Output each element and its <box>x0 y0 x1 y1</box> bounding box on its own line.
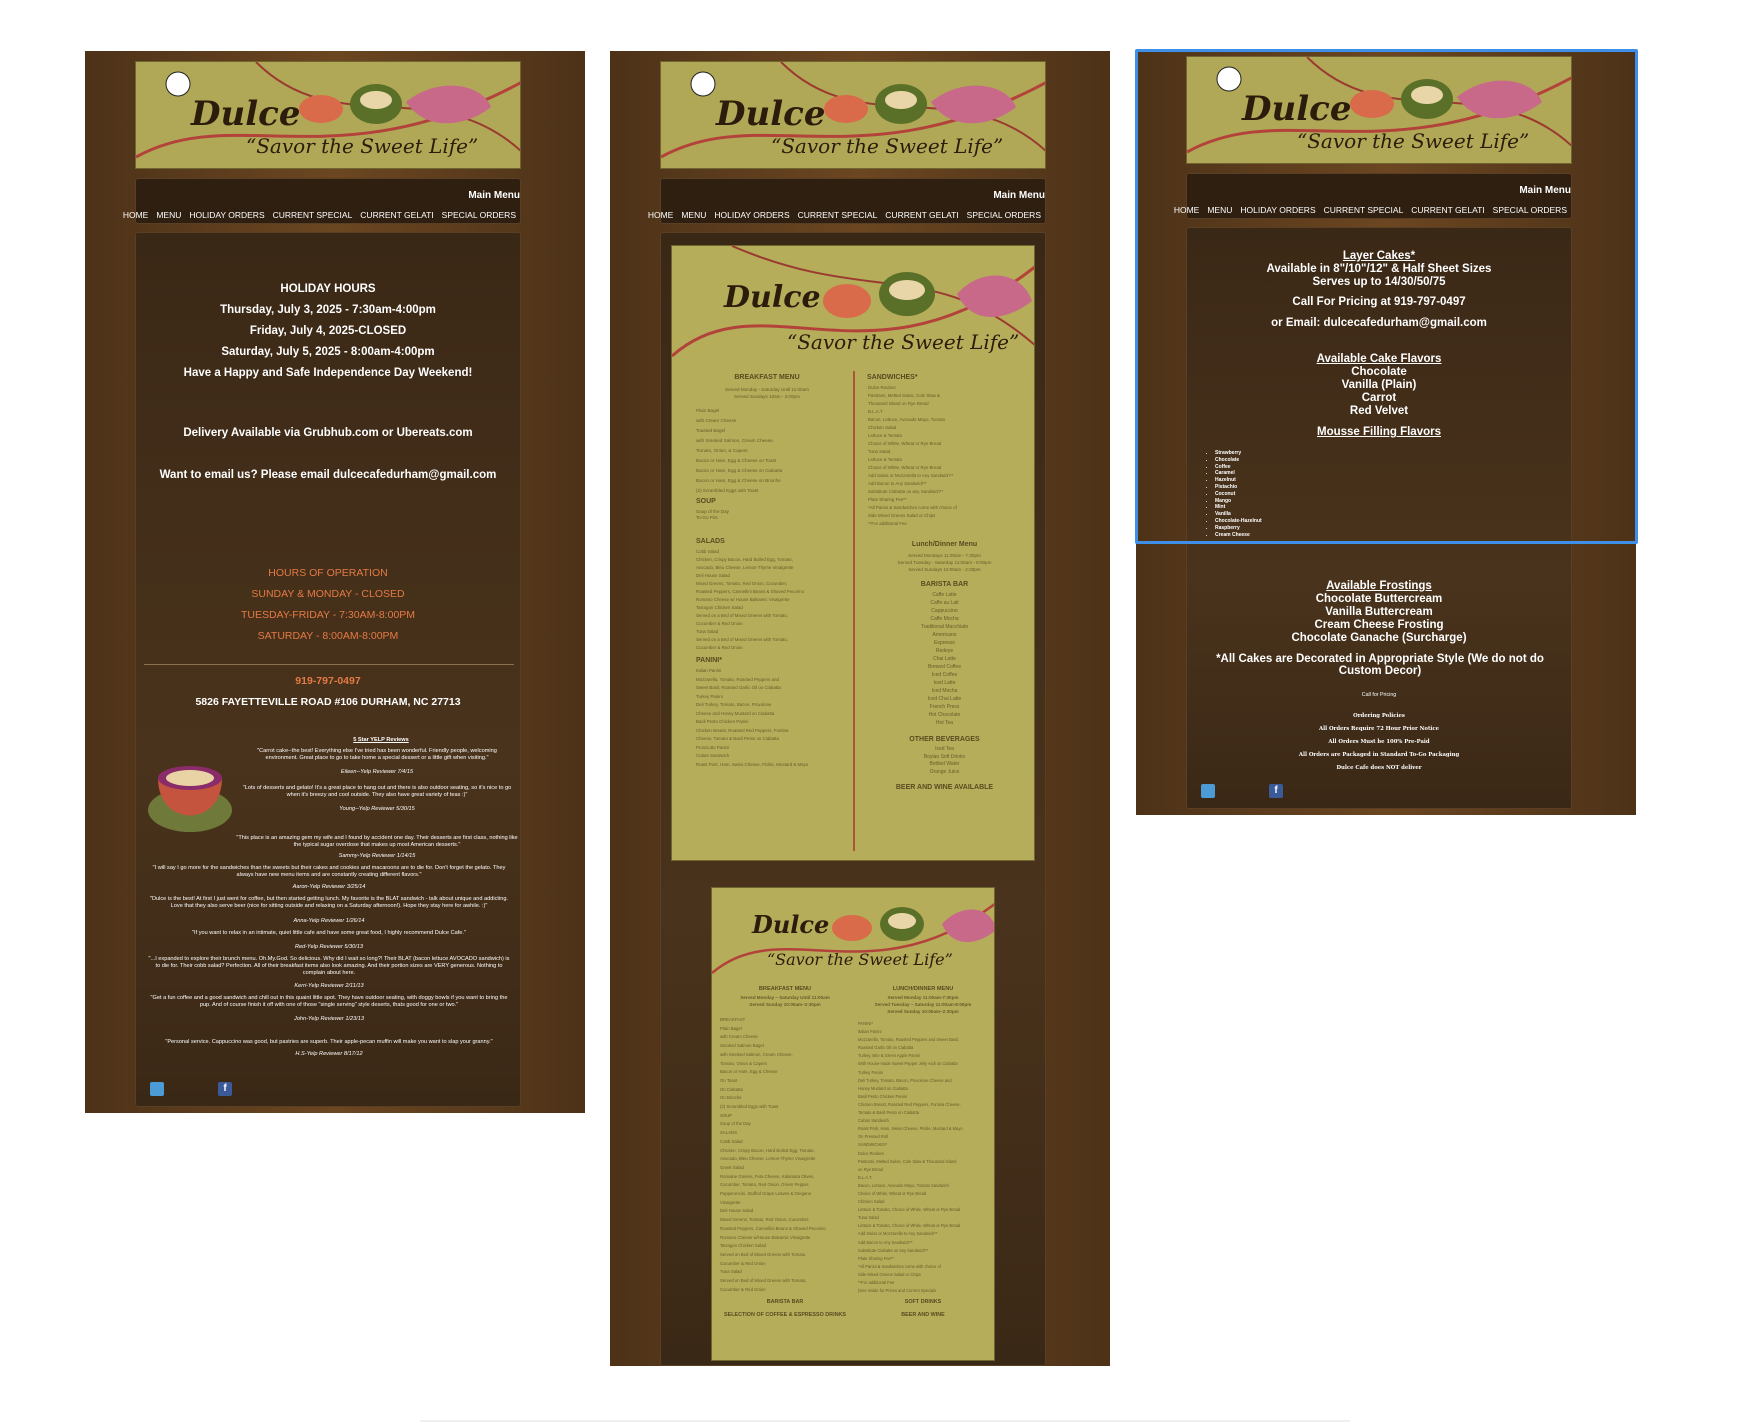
menu-line: Chicken, Crispy Bacon, Hard Boiled Egg, Tomato, <box>696 557 793 562</box>
reviewer: Aaron-Yelp Reviewer 3/25/14 <box>292 884 366 890</box>
nav-current-gelati[interactable]: CURRENT GELATI <box>885 210 959 220</box>
menu-line: Iced Coffee <box>931 672 958 678</box>
menu-line: Bacon or Ham, Egg & Cheese on Brioche <box>696 478 781 483</box>
menu2-right-items <box>858 1020 992 1295</box>
cake-line: Available in 8"/10"/12" & Half Sheet Sizes <box>1266 263 1492 275</box>
soup-title: SOUP <box>696 498 716 505</box>
menu-line: Dulce Reuben <box>858 1150 884 1156</box>
menu-line: Thousand Island on Rye Bread <box>868 401 929 406</box>
list-item: • Cream Cheese <box>1215 532 1262 539</box>
facebook-icon[interactable]: f <box>1269 784 1283 798</box>
menu-line: Redeye <box>935 648 954 654</box>
nav-home[interactable]: HOME <box>647 210 674 220</box>
menu-line: Hot Chocolate <box>928 712 961 718</box>
menu-line: On Toast <box>720 1077 738 1083</box>
list-item: • Pistachio <box>1215 484 1262 491</box>
facebook-icon[interactable]: f <box>218 1082 232 1096</box>
menu-line: Romano Cheese w/House Balsamic Vinaigrette <box>720 1234 811 1240</box>
holiday-line: Saturday, July 5, 2025 - 8:00am-4:00pm <box>221 346 435 358</box>
menu-line: Bacon or Ham, Egg & Cheese on Ciabatta <box>696 468 783 473</box>
menu-line: Bottled Water <box>929 761 960 767</box>
sandwich-items <box>868 384 1028 528</box>
menu-line: Romaine Greens, Feta Cheese, Kalamata Olives, <box>720 1173 815 1179</box>
menu-line: Romano Cheese w/ House Balsamic Vinaigrette <box>696 597 790 602</box>
review-text: "Personal service. Cappuccino was good, but pastries are superb. Their apple-pecan muffin will make you want to slap your granny." <box>165 1039 493 1045</box>
list-item: • Raspberry <box>1215 525 1262 532</box>
menu-logo: Dulce <box>752 910 830 939</box>
cake-line: Serves up to 14/30/50/75 <box>1312 276 1446 288</box>
nav-current-special[interactable]: CURRENT SPECIAL <box>797 210 878 220</box>
lunch-title: Lunch/Dinner Menu <box>911 541 978 548</box>
reviewer: H.S-Yelp Reviewer 8/17/12 <box>295 1051 363 1057</box>
menu-line: Mozzarella, Tomato, Roasted Peppers and Sweet Basil, <box>858 1037 959 1043</box>
menu-line: Pepperoncini, Stuffed Grape Leaves & Oregano <box>720 1191 812 1197</box>
menu-line: Cappuccino <box>931 608 958 614</box>
hours-line: SATURDAY - 8:00AM-8:00PM <box>257 630 399 642</box>
menu-line: Toasted Bagel <box>696 428 726 433</box>
menu-line: Pastrami, Melted Swiss, Cole Slaw & <box>868 393 940 398</box>
logo-text: Dulce <box>191 94 301 134</box>
menu-line: Caffe Latte <box>932 592 957 598</box>
hours-title: HOURS OF OPERATION <box>268 567 388 579</box>
review-text: "...I expanded to explore their brunch menu. Oh.My.God. So delicious. Why did I wait so long?! Their BLAT (bacon lettuce AVOCADO sandwich) is to die for. Their cobb salad? Perfection. All of their breakfast items also look amazing. And their portion sizes are VERY generous. Nothing to complain about here. <box>148 956 510 976</box>
menu-line: Tuna Salad <box>858 1215 879 1221</box>
other-items <box>862 746 1027 776</box>
menu-line: Iced Chai Latte <box>927 696 962 702</box>
logo-tagline: “Savor the Sweet Life” <box>1297 129 1530 153</box>
menu-line: Deli Turkey, Tomato, Bacon, Provolone <box>696 702 772 707</box>
lunch-sub: Served Sundays 10:00am - 2:30pm <box>908 567 981 572</box>
menu-logo: Dulce <box>724 280 821 315</box>
review-text: "If you want to relax in an intimate, quiet little cafe and have some great food, I highly recommend Dulce Cafe." <box>192 930 466 936</box>
menu-line: BREAKFAST <box>720 1017 746 1022</box>
logo-text: Dulce <box>716 94 826 134</box>
breakfast-sub: Served Sundays 10am - 2:00pm <box>734 394 800 399</box>
reviews-title: 5 Star YELP Reviews <box>353 737 409 743</box>
nav-menu[interactable]: MENU <box>1207 205 1233 215</box>
special-orders-panel <box>1136 51 1636 815</box>
other-title: OTHER BEVERAGES <box>909 736 980 743</box>
menu-line: Mozzarella, Tomato, Roasted Peppers and <box>696 676 779 682</box>
menu-line: French Press <box>929 704 960 710</box>
menu-line: Americano <box>932 632 957 638</box>
menu-line: Deli House Salad <box>696 573 730 578</box>
review-text: "This place is an amazing gem my wife and I found by accident one day. Their desserts are first class, nothing like the typical sugar overdose that makes up most American desserts." <box>236 835 518 848</box>
menu-line: Lettuce & Tomato <box>868 433 903 438</box>
policy: All Orders Require 72 Hour Prior Notice <box>1318 726 1440 732</box>
menu-line: Deli Turkey, Tomato, Bacon, Provolone Cheese and <box>858 1077 952 1083</box>
call-pricing: Call For Pricing at 919-797-0497 <box>1292 296 1466 308</box>
reviewer: Eileen--Yelp Reviewer 7/4/15 <box>340 769 414 775</box>
nav-special-orders[interactable]: SPECIAL ORDERS <box>441 210 516 220</box>
delivery-note: Delivery Available via Grubhub.com or Ubereats.com <box>183 427 473 439</box>
menu-line: Espresso <box>934 640 955 646</box>
menu-line: Cucumber, Tomato, Red Onion, Green Pepper, <box>720 1182 810 1188</box>
logo-tagline: “Savor the Sweet Life” <box>246 134 479 158</box>
flavor: Carrot <box>1361 392 1397 404</box>
menu-line: Smoked Salmon Bagel <box>720 1043 764 1049</box>
menu-line: Pastrami, Melted Swiss, Cole Slaw & Thousand Island <box>858 1158 957 1164</box>
address: 5826 FAYETTEVILLE ROAD #106 DURHAM, NC 27713 <box>195 696 461 708</box>
policy: All Orders Must be 100% Pre-Paid <box>1328 739 1430 745</box>
nav-menu[interactable]: MENU <box>156 210 182 220</box>
hours-line: SUNDAY & MONDAY - CLOSED <box>251 588 405 600</box>
frostings-title: Available Frostings <box>1326 580 1432 592</box>
menu-line: Plate Sharing Fee** <box>868 497 907 502</box>
panini-title: PANINI* <box>696 657 722 664</box>
menu-line: Avocado, Bleu Cheese, Lemon-Thyme Vinaigrette <box>696 565 794 570</box>
menu-line: Lettuce & Tomato, Choice of White, Wheat or Rye Bread <box>858 1223 961 1229</box>
menu-line: Bacon, Lettuce, Avocado Mayo, Tomato <box>868 417 946 422</box>
breakfast-sub: Served Monday – Saturday Until 11:00am <box>740 995 830 1000</box>
menu-line: Served on Bed of Mixed Greens with Tomato, <box>720 1278 807 1284</box>
menu-line: B.L.A.T. <box>858 1174 873 1180</box>
menu-line: SANDWICHES* <box>858 1142 888 1148</box>
menu-line: Side Mixed Greens Salad or Chips <box>858 1271 921 1277</box>
menu-line: Cucumber & Red Onion <box>696 645 743 650</box>
twitter-icon[interactable] <box>1201 784 1215 798</box>
main-nav <box>122 178 521 224</box>
holiday-title: HOLIDAY HOURS <box>280 283 376 295</box>
lunch-sub: Served Sunday 10:00am–2:30pm <box>887 1009 959 1014</box>
list-item: • Strawberry <box>1215 450 1262 457</box>
reviewer: Kerri-Yelp Reviewer 2/11/13 <box>294 983 364 989</box>
menu-line: Brewed Coffee <box>928 664 961 670</box>
reviewer: Anna-Yelp Reviewer 1/26/14 <box>293 918 365 924</box>
barista-title: BARISTA BAR <box>920 581 969 588</box>
list-item: • Coconut <box>1215 491 1262 498</box>
reviewer: Red-Yelp Reviewer 5/30/13 <box>294 944 364 950</box>
layer-cakes-title: Layer Cakes* <box>1342 250 1416 262</box>
menu-line: B.L.A.T <box>868 409 883 414</box>
menu-line: Cheese, Tomato & Basil Pesto on Ciabatta <box>696 736 779 741</box>
menu-line: SOUP <box>720 1112 733 1118</box>
menu-line: Deli House Salad <box>720 1208 754 1214</box>
panini-items <box>696 667 851 769</box>
review-text: "I will say I go more for the sandwiches than the sweets but their cakes and cookies and macaroons are to die for. Don't forget the gelato. They always have new menu items and are constantly creating different flavors." <box>152 865 506 878</box>
menu-line: (2) Scrambled Eggs with Toast <box>696 488 759 493</box>
menu-line: On Ciabatta <box>720 1086 743 1092</box>
beer-wine: BEER AND WINE AVAILABLE <box>895 784 994 791</box>
menu-line: Mixed Greens, Tomato, Red Onion, Cucumber, <box>696 581 788 586</box>
policies-title: Ordering Policies <box>1353 713 1405 719</box>
nav-home[interactable]: HOME <box>1173 205 1200 215</box>
menu-line: Roast Pork, Ham, Swiss Cheese, Pickle, Mustard & Mayo <box>858 1126 963 1132</box>
menu-line: Tarragon Chicken Salad <box>720 1243 766 1249</box>
lunch-sub: Served Mondays 11:00am - 7:30pm <box>908 553 981 558</box>
menu-line: with Cream Cheese <box>720 1034 758 1040</box>
lunch-sub: Served Monday 11:00am-7:30pm <box>887 995 959 1000</box>
nav-current-special[interactable]: CURRENT SPECIAL <box>272 210 353 220</box>
holiday-line: Have a Happy and Safe Independence Day Weekend! <box>183 367 473 379</box>
main-nav <box>647 178 1046 224</box>
divider <box>144 664 514 665</box>
breakfast-items <box>696 406 846 496</box>
sandwiches-title: SANDWICHES* <box>867 374 918 381</box>
nav-holiday-orders[interactable]: HOLIDAY ORDERS <box>1240 205 1316 215</box>
menu-line: Served on Bed of Mixed Greens with Tomato, <box>720 1251 807 1257</box>
menu-tagline: “Savor the Sweet Life” <box>787 330 1020 354</box>
menu-line: Chicken Salad <box>858 1199 885 1205</box>
cakes-content <box>1186 227 1572 809</box>
menu-line: Italian Panini <box>696 668 722 673</box>
menu-line: Soup of the Day <box>720 1121 751 1127</box>
list-item: • Chocolate <box>1215 457 1262 464</box>
menu-line: Plain Bagel <box>720 1025 742 1031</box>
menu-line: On Pressed Roll <box>858 1134 888 1140</box>
menu-line: Served on a Bed of Mixed Greens with Tomato, <box>696 613 788 618</box>
nav-current-gelati[interactable]: CURRENT GELATI <box>1411 205 1485 215</box>
menu-line: Roasted Garlic Oil on Ciabatta <box>858 1045 914 1051</box>
flavor: Chocolate <box>1351 366 1407 378</box>
frosting: Cream Cheese Frosting <box>1314 619 1444 631</box>
nav-special-orders[interactable]: SPECIAL ORDERS <box>966 210 1041 220</box>
reviewer: John-Yelp Reviewer 1/23/13 <box>294 1016 364 1022</box>
menu-line: Add Bacon to Any Sandwich** <box>868 481 927 486</box>
menu-line: Basil Pesto Chicken Panini <box>858 1093 907 1099</box>
list-item: • Hazelnut <box>1215 477 1262 484</box>
menu-line: Hot Tea <box>935 720 954 726</box>
frosting: Chocolate Buttercream <box>1315 593 1443 605</box>
menu-line: Plate Sharing Fee** <box>858 1255 894 1261</box>
breakfast-title: BREAKFAST MENU <box>734 374 800 381</box>
mousse-list <box>1205 450 1262 538</box>
reviewer: Sammy-Yelp Reviewer 1/14/15 <box>338 853 416 859</box>
menu-line: On Brioche <box>720 1095 742 1101</box>
menu-line: Choice of White, Wheat or Rye Bread <box>858 1190 927 1196</box>
logo-text: Dulce <box>1242 89 1352 129</box>
menu-line: Vinaigrette <box>720 1199 741 1205</box>
hours-line: TUESDAY-FRIDAY - 7:30AM-8:00PM <box>240 609 416 621</box>
list-item: • Vanilla <box>1215 511 1262 518</box>
menu-line: Iced Mocha <box>931 688 958 694</box>
nav-title: Main Menu <box>993 190 1045 201</box>
review-text: "Carrot cake--the best! Everything else I've tried has been wonderful. Friendly people, welcoming environment. Great place to go to take home a special dessert or a little gift when visiting." <box>257 748 497 761</box>
menu-image-print[interactable] <box>711 887 995 1361</box>
menu-line: Lettuce & Tomato <box>868 457 903 462</box>
list-item: • Mint <box>1215 504 1262 511</box>
menu-line: Caffe Mocha <box>930 616 959 622</box>
menu-line: Italian Panini <box>858 1029 882 1035</box>
phone: 919-797-0497 <box>295 675 361 687</box>
menu-line: Choice of White, Wheat or Rye Bread <box>868 465 942 470</box>
menu-line: With House-made Sweet Pepper Jelly Aioli on Ciabatta <box>858 1061 958 1067</box>
list-item: • Caramel <box>1215 470 1262 477</box>
menu-line: Roasted Peppers, Cannellini Beans & Shaved Pecorino <box>696 589 805 594</box>
menu-page-panel <box>610 51 1110 1366</box>
menu-line: Tomato, Onion & Capers <box>720 1060 768 1066</box>
twitter-icon[interactable] <box>150 1082 164 1096</box>
nav-special-orders[interactable]: SPECIAL ORDERS <box>1492 205 1567 215</box>
soft-drinks: SOFT DRINKS <box>904 1299 942 1305</box>
menu-line: Side Mixed Greens Salad or Chips <box>868 513 936 518</box>
menu-line: Roasted Peppers, Cannellini Beans & Shaved Pecorino <box>720 1225 826 1231</box>
review-text: "Get a fun coffee and a good sandwich and chill out in this quaint little spot. They have outdoor seating, with doggy bowls if you want to bring the pup. And of course finish it off with one of those "single serving" style deserts, thats good for one or two." <box>150 995 508 1008</box>
salads-title: SALADS <box>696 538 725 545</box>
menu-tagline: “Savor the Sweet Life” <box>767 950 953 969</box>
menu-line: Tuna Salad <box>868 449 891 454</box>
lunch-sub: Served Tuesday - Saturday 11:00am - 8:00pm <box>897 560 992 565</box>
lunch-title: LUNCH/DINNER MENU <box>892 986 954 992</box>
menu-line: (2) Scrambled Eggs with Toast <box>720 1104 779 1110</box>
menu-line: Prosciutto Panini <box>696 744 729 750</box>
nav-title: Main Menu <box>468 190 520 201</box>
menu-line: with Smoked Salmon, Cream Cheese, <box>720 1051 793 1057</box>
menu-line: Lettuce & Tomato, Choice of White, Wheat or Rye Bread <box>858 1207 961 1213</box>
coffee-cup-icon <box>146 748 238 840</box>
soup-item: Soup of the Day <box>696 509 729 514</box>
page-bottom-rule <box>420 1420 1350 1422</box>
salad-items <box>696 548 851 652</box>
menu-line: Cucumber & Red Onion <box>720 1260 766 1266</box>
nav-current-special[interactable]: CURRENT SPECIAL <box>1323 205 1404 215</box>
soup-item: To-Go Pint <box>696 515 718 520</box>
menu-line: with Cream Cheese <box>696 418 737 423</box>
menu-line: (See inside for Prices and Current Specials <box>858 1288 937 1294</box>
menu-line: Choice of White, Wheat or Rye Bread <box>868 441 942 446</box>
menu-line: Cuban Sandwich <box>696 753 730 758</box>
menu-line: Iced Latte <box>933 680 956 686</box>
menu-line: Turkey Panini <box>696 693 723 699</box>
menu-line: Tomato & Basil Pesto on Ciabatta <box>858 1110 919 1116</box>
nav-holiday-orders[interactable]: HOLIDAY ORDERS <box>714 210 790 220</box>
menu-line: Chicken Breast, Roasted Red Peppers, Fontina <box>696 727 789 733</box>
email-line: or Email: dulcecafedurham@gmail.com <box>1271 317 1487 329</box>
menu-line: Chicken, Crispy Bacon, Hard Boiled Egg, Tomato, <box>720 1147 815 1153</box>
breakfast-sub: Served Monday - Saturday Until 11:00am <box>725 387 809 392</box>
menu-line: Plain Bagel <box>696 408 720 413</box>
menu-line: Greek Salad <box>720 1164 744 1170</box>
menu-content <box>660 232 1046 1366</box>
menu-line: PANINI* <box>858 1021 873 1026</box>
menu-line: **For additional Fee <box>868 521 907 526</box>
header-banner[interactable] <box>1186 56 1572 164</box>
menu-line: Avocado, Bleu Cheese, Lemon-Thyme Vinaigrette <box>720 1156 816 1162</box>
call-small: Call for Pricing <box>1361 692 1397 698</box>
menu-line: Sweet Basil, Roasted Garlic Oil on Ciabatta <box>696 685 781 690</box>
review-text: "Lots of desserts and gelato! It's a great place to hang out and there is also outdoor seating, so it's nice to go when it's breezy and cool outside. They also have great variety of teas :)" <box>242 785 512 798</box>
beer-wine: BEER AND WINE <box>901 1312 945 1318</box>
menu-line: Cobb Salad <box>720 1138 743 1144</box>
policy: All Orders are Packaged in Standard To-Go Packaging <box>1298 752 1460 758</box>
menu-line: *All Panini & Sandwiches come with choice of <box>858 1263 941 1269</box>
reviewer: Young--Yelp Reviewer 5/30/15 <box>339 806 415 812</box>
email-note: Want to email us? Please email dulcecafedurham@gmail.com <box>159 469 497 481</box>
menu-line: Traditional Macchiato <box>920 624 969 630</box>
menu-line: Tuna Salad <box>696 629 719 634</box>
breakfast-title: BREAKFAST MENU <box>758 986 812 992</box>
nav-home[interactable]: HOME <box>122 210 149 220</box>
lunch-sub: Served Tuesday – Saturday 11:00am-8:00pm <box>874 1002 972 1007</box>
menu-line: Cuban Sandwich <box>858 1118 889 1124</box>
menu-line: Tarragon Chicken Salad <box>696 605 743 610</box>
policy: Dulce Cafe does NOT deliver <box>1336 765 1422 771</box>
frosting: Vanilla Buttercream <box>1325 606 1433 618</box>
menu-line: Bacon, Lettuce, Avocado Mayo, Tomato Sandwich <box>858 1182 949 1188</box>
home-content <box>135 232 521 1107</box>
menu-line: Iced Tea <box>935 746 954 752</box>
menu-line: Add Bacon to Any Sandwich** <box>858 1239 913 1245</box>
menu-line: SALADS <box>720 1130 737 1136</box>
flavors-title: Available Cake Flavors <box>1316 353 1442 365</box>
menu-line: Honey Mustard on Ciabatta <box>858 1085 908 1091</box>
nav-title: Main Menu <box>1519 185 1571 196</box>
nav-menu[interactable]: MENU <box>681 210 707 220</box>
menu-line: on Rye Bread <box>858 1166 884 1172</box>
menu-line: *All Panini & Sandwiches come with choice of <box>868 505 957 510</box>
menu-line: Add Swiss or Mozzarella to Any Sandwich** <box>858 1231 938 1237</box>
frosting: Chocolate Ganache (Surcharge) <box>1291 632 1467 644</box>
home-page-panel <box>85 51 585 1113</box>
mousse-title: Mousse Filling Flavors <box>1317 426 1441 438</box>
menu-line: Orange Juice <box>929 768 960 775</box>
list-item: • Mango <box>1215 498 1262 505</box>
header-banner[interactable] <box>135 61 521 169</box>
flavor: Red Velvet <box>1349 405 1409 417</box>
menu-line: Chai Latte <box>933 656 956 662</box>
menu-line: Turkey Panini <box>858 1069 883 1075</box>
review-text: "Dulce is the best! At first I just went for coffee, but then started getting lunch. My favorite is the BLAT sandwich - talk about unique and addicting. Love that they also serve beer (nice for sitting outside and relaxing on a Saturday afternoon!). Hope they stay here for awhile. :)" <box>149 896 508 909</box>
nav-current-gelati[interactable]: CURRENT GELATI <box>360 210 434 220</box>
barista-title: BARISTA BAR <box>766 1299 804 1305</box>
menu-line: Cheese and Honey Mustard on Ciabatta <box>696 710 775 716</box>
menu-line: Substitute Ciabatta on any Sandwich** <box>868 489 944 494</box>
nav-holiday-orders[interactable]: HOLIDAY ORDERS <box>189 210 265 220</box>
menu-line: **For additional Fee <box>858 1280 895 1285</box>
holiday-line: Friday, July 4, 2025-CLOSED <box>249 325 407 337</box>
menu-line: Cucumber & Red Onion <box>696 621 743 626</box>
menu-line: with Smoked Salmon, Cream Cheese, <box>696 438 774 443</box>
menu-line: Mixed Greens, Tomato, Red Onion, Cucumber, <box>720 1217 810 1223</box>
list-item: • Chocolate-Hazelnut <box>1215 518 1262 525</box>
barista-sub: SELECTION OF COFFEE & ESPRESSO DRINKS <box>724 1312 846 1318</box>
menu-line: Caffe au Lait <box>930 600 959 606</box>
menu-line: Substitute Ciabatta on any Sandwich** <box>858 1247 929 1253</box>
main-nav <box>1173 173 1572 219</box>
menu-line: Boylan Soft Drinks <box>923 753 966 760</box>
decor-note: *All Cakes are Decorated in Appropriate Style (We do not do Custom Decor) <box>1216 653 1544 677</box>
menu-image-full[interactable] <box>671 245 1035 861</box>
menu-line: Turkey, Brie & Green Apple Panini <box>858 1053 920 1059</box>
menu-line: Chicken Breast, Roasted Red Peppers, Fontina Cheese, <box>858 1101 961 1107</box>
menu-line: Roast Pork, Ham, Swiss Cheese, Pickle, Mustard & Mayo <box>696 761 809 767</box>
menu-line: Tuna Salad <box>720 1269 742 1275</box>
barista-items <box>862 591 1027 727</box>
holiday-line: Thursday, July 3, 2025 - 7:30am-4:00pm <box>220 304 436 316</box>
header-banner[interactable] <box>660 61 1046 169</box>
menu-line: Dulce Reuben <box>868 385 896 390</box>
list-item: • Coffee <box>1215 464 1262 471</box>
menu-line: Bacon or Ham, Egg & Cheese on Toast <box>696 458 777 463</box>
menu-line: Bacon or Ham, Egg & Cheese <box>720 1069 778 1075</box>
menu-line: Basil Pesto Chicken Panini <box>696 719 749 724</box>
menu-line: Cucumber & Red Onion <box>720 1286 766 1292</box>
menu-line: Add Swiss or Mozzarella to Any Sandwich** <box>868 473 954 478</box>
menu-line: Chicken Salad <box>868 425 897 430</box>
breakfast-sub: Served Sunday 10:00am–2:30pm <box>749 1002 821 1007</box>
logo-tagline: “Savor the Sweet Life” <box>771 134 1004 158</box>
flavor: Vanilla (Plain) <box>1341 379 1417 391</box>
menu-line: Cobb Salad <box>696 549 719 554</box>
menu2-left-items <box>720 1016 852 1295</box>
menu-line: Tomato, Onion, & Capers <box>696 448 748 453</box>
menu-line: Served on a Bed of Mixed Greens with Tomato, <box>696 637 788 642</box>
